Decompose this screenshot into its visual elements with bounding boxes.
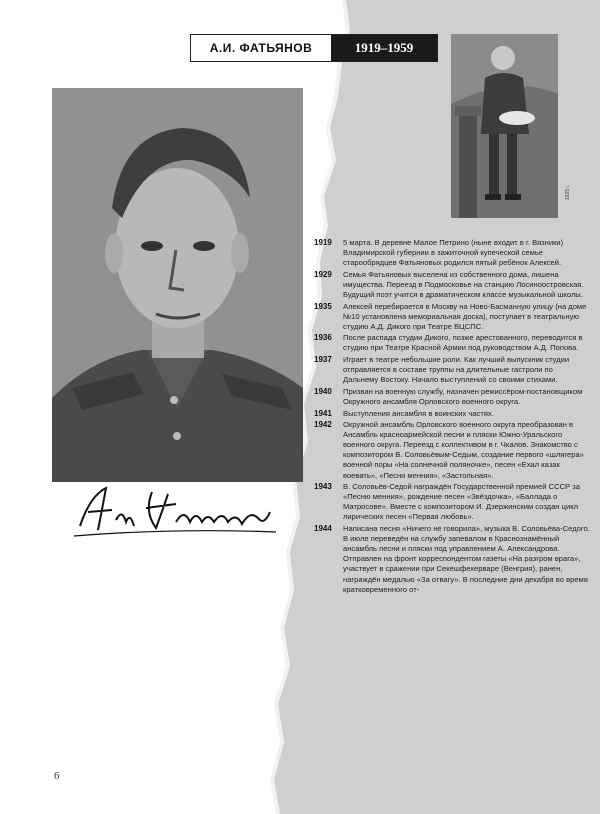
- entry-text: 5 марта. В деревне Малое Петрино (ныне входит в г. Вязники) Владимирской губернии в зажиточной купеческой семье старообрядцев Фатьяновых родился пятый ребёнок Алексей.: [343, 238, 564, 268]
- entry-text: В. Соловьёв-Седой награждён Государственной премией СССР за «Песню менния», рождение песен «Звёздочка», «Баллада о Матросове». Вместе с композитором И. Дзержинским создан цикл лирических песен «Первая любовь».: [343, 482, 580, 522]
- signature: [72, 482, 282, 542]
- entry-year: 1929: [314, 269, 332, 279]
- entry-text: После распада студии Дикого, позже арестованного, переводится в студию при Театре Красной Армии под руководством А.Д. Попова.: [343, 333, 583, 353]
- entry-text: Семья Фатьяновых выселена из собственного дома, лишена имущества. Переезд в Подмосковье на станцию Лосиноостровская. Будущий поэт учится в драматическом классе музыкальной школы.: [343, 269, 584, 299]
- entry-text: Выступления ансамбля в воинских частях.: [343, 408, 494, 418]
- chronology-entry: [314, 355, 590, 385]
- chronology-entry: [314, 409, 590, 419]
- page-number: 6: [54, 770, 60, 782]
- chronology-entry: [314, 524, 590, 595]
- entry-year: 1944: [314, 524, 332, 534]
- chronology-entry: [314, 302, 590, 332]
- chronology-entry: [314, 270, 590, 300]
- entry-text: Написана песня «Ничего не говорила», музыка В. Соловьёва-Седого. В июле переведён на службу запевалом в Краснознамённый ансамбль песни и пляски под управлением А. Александрова. Отправлен на фронт корреспондентом газеты «На разгром врага», участвует в сражении при Секешфехерваре (Венгрия), ранен, награждён медалью «За отвагу». В последние дни декабря во время кратковременного от-: [343, 524, 590, 594]
- header-title-box: [190, 34, 438, 62]
- entry-year: 1936: [314, 333, 332, 343]
- chronology-entry: [314, 333, 590, 353]
- chronology-entry: [314, 238, 590, 268]
- header-years: 1919–1959: [331, 35, 437, 61]
- entry-text: Окружной ансамбль Орловского военного округа преобразован в Ансамбль красноармейской песни и пляски Южно-Уральского военного округа. Переезд с коллективом в г. Чкалов. Знакомство с композитором В. Соловьёвым-Седым, создание первого «шлягера» военной поры «На солнечной поляночке», песен «Ехал казак воевать», «Песня менния», «Застольная».: [343, 420, 584, 480]
- entry-text: Играет в театре небольшие роли. Как лучший выпускник студии отправляется в составе труппы на длительные гастроли по Дальнему Востоку. Начало выступлений со своими стихами.: [343, 355, 570, 385]
- photo-credit: 1925 г.: [565, 184, 571, 200]
- childhood-illustration: [451, 34, 558, 218]
- portrait-photo: [52, 88, 303, 482]
- chronology-entry: [314, 482, 590, 522]
- entry-year: 1937: [314, 355, 332, 365]
- header-name: А.И. ФАТЬЯНОВ: [209, 41, 313, 55]
- entry-year: 1935: [314, 301, 332, 311]
- entry-year: 1942: [314, 420, 332, 430]
- entry-text: Призван на военную службу, назначен режиссёром-постановщиком Окружного ансамбля Орловского военного округа.: [343, 386, 583, 406]
- entry-year: 1940: [314, 386, 332, 396]
- chronology-entry: [314, 387, 590, 407]
- entry-year: 1941: [314, 408, 332, 418]
- childhood-photo: [451, 34, 558, 218]
- portrait-illustration: [52, 88, 303, 482]
- entry-year: 1943: [314, 482, 332, 492]
- chronology-entry: [314, 420, 590, 481]
- entry-year: 1919: [314, 238, 332, 247]
- chronology: [314, 238, 590, 596]
- entry-text: Алексей перебирается в Москву на Ново-Басманную улицу (на доме №10 установлена мемориальная доска), поступает в театральную студию А.Д. Дикого при Театре ВЦСПС.: [343, 301, 587, 331]
